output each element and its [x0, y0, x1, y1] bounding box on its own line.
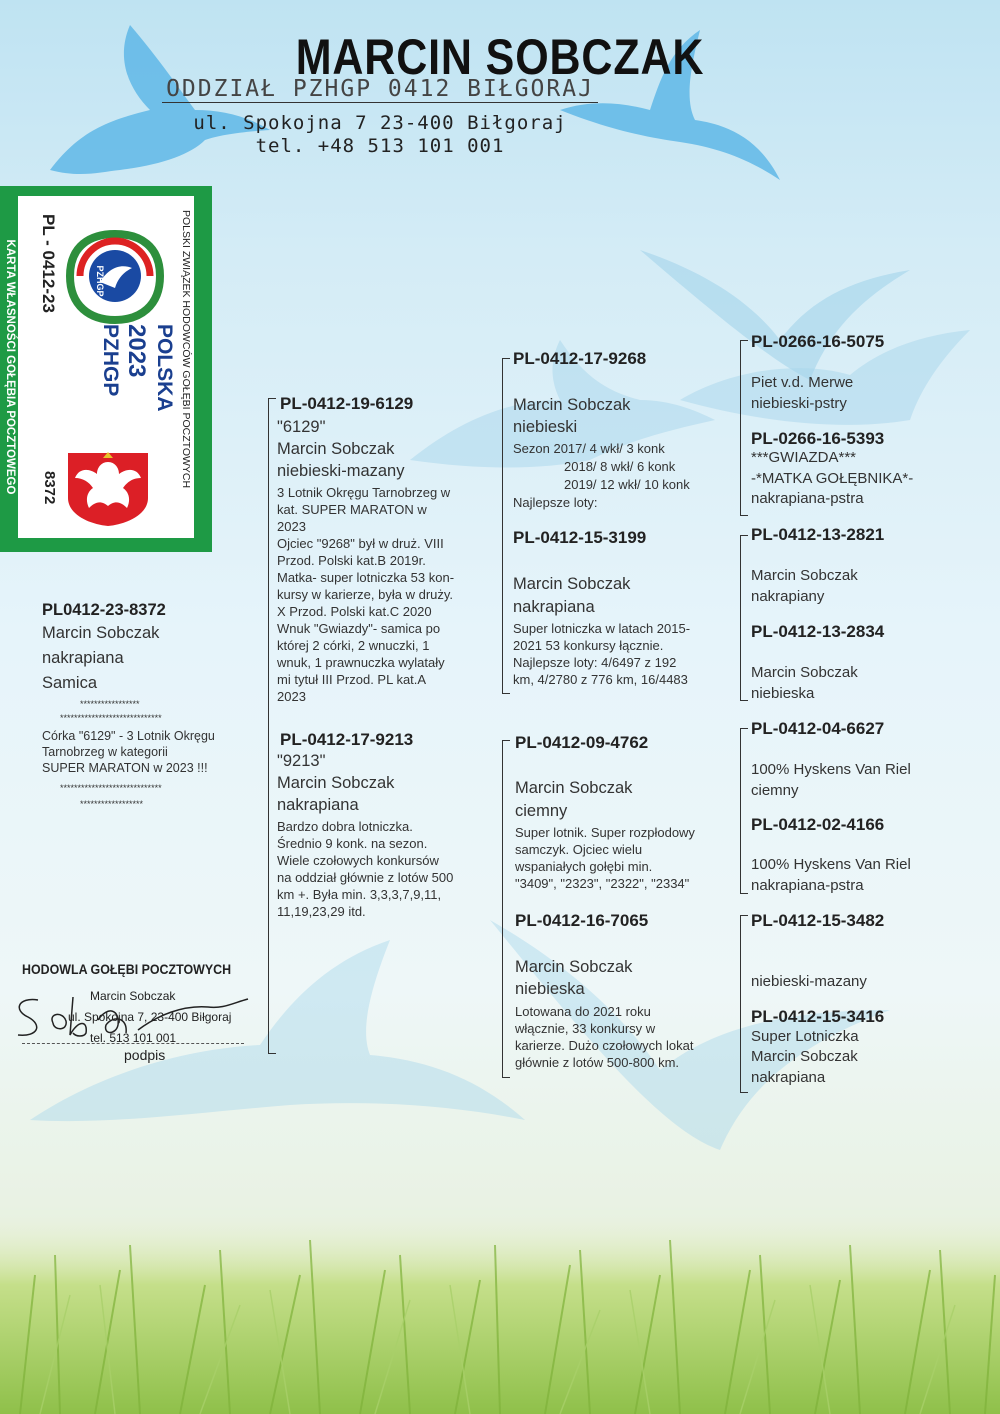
card-title: KARTA WŁASNOŚCI GOŁĘBIA POCZTOWEGO [4, 239, 16, 495]
father-note-line: Ojciec "9268" był w druż. VIII [277, 536, 444, 551]
subject-desc: Córka "6129" - 3 Lotnik Okręgu [42, 729, 215, 743]
card-country: POLSKA [153, 324, 176, 412]
fm-note-line: 2021 53 konkursy łącznie. [513, 638, 664, 653]
father-notes [277, 484, 454, 705]
mm-note-line: głównie z lotów 500-800 km. [515, 1055, 680, 1070]
g4-ring: PL-0412-13-2834 [751, 622, 885, 641]
stamp-line: ul. Spokojna 7, 23-400 Biłgoraj [68, 1010, 232, 1024]
bracket-tick [740, 1092, 748, 1093]
subject-desc: SUPER MARATON w 2023 !!! [42, 761, 208, 775]
g1-line: niebieski-pstry [751, 395, 847, 412]
address: ul. Spokojna 7 23-400 Biłgoraj [193, 112, 567, 134]
mf-notes [515, 824, 695, 892]
mother-notes [277, 818, 453, 920]
father-color: niebieski-mazany [277, 462, 405, 480]
bracket-tick [502, 358, 510, 359]
bracket-tick [740, 893, 748, 894]
logo-text: PZHGP [95, 265, 105, 297]
g2-line: nakrapiana-pstra [751, 490, 864, 507]
subject-ring: PL0412-23-8372 [42, 601, 166, 619]
ff-note: Najlepsze loty: [513, 495, 598, 510]
mf-owner: Marcin Sobczak [515, 779, 633, 797]
g6-line: 100% Hyskens Van Riel [751, 856, 911, 873]
father-note-line: 3 Lotnik Okręgu Tarnobrzeg w [277, 485, 451, 500]
bracket-gen2-mother [502, 740, 503, 1077]
bracket-tick [268, 398, 276, 399]
ff-owner: Marcin Sobczak [513, 396, 631, 414]
stamp-line: HODOWLA GOŁĘBI POCZTOWYCH [22, 962, 232, 977]
ff-note: 2018/ 8 wkł/ 6 konk [564, 459, 676, 474]
mother-note-line: Wiele czołowych konkursów [277, 853, 439, 868]
mf-note-line: wspaniałych gołębi min. [515, 859, 653, 874]
g6-line: nakrapiana-pstra [751, 877, 864, 894]
card-org: POLSKI ZWIĄZEK HODOWCÓW GOŁĘBI POCZTOWYCH [180, 210, 192, 489]
father-note-line: kursy w karierze, była w druży. [277, 587, 454, 602]
fm-color: nakrapiana [513, 598, 595, 616]
subject-sex: Samica [42, 674, 98, 692]
father-note-line: Wnuk "Gwiazdy"- samica po [277, 621, 441, 636]
subject-stars: ****************** [80, 799, 144, 809]
fm-notes [513, 620, 690, 688]
g8-line: nakrapiana [751, 1069, 826, 1086]
mother-owner: Marcin Sobczak [277, 774, 395, 792]
bracket-gen3 [740, 728, 741, 893]
subject-owner: Marcin Sobczak [42, 624, 160, 642]
branch-title: ODDZIAŁ PZHGP 0412 BIŁGORAJ [0, 76, 760, 102]
mf-note-line: samczyk. Ojciec wielu [515, 842, 643, 857]
bracket-gen3 [740, 340, 741, 515]
g4-line: Marcin Sobczak [751, 664, 858, 681]
bracket-tick [740, 340, 748, 341]
mother-color: nakrapiana [277, 796, 359, 814]
father-owner: Marcin Sobczak [277, 440, 395, 458]
mm-note-line: włącznie, 33 konkursy w [515, 1021, 656, 1036]
stamp-line: Marcin Sobczak [90, 989, 176, 1003]
g7-line: niebieski-mazany [751, 973, 867, 990]
fm-note-line: km, 4/2780 z 776 km, 16/4483 [513, 672, 688, 687]
stamp-line: tel. 513 101 001 [90, 1031, 177, 1045]
g4-line: niebieska [751, 685, 815, 702]
g1-line: Piet v.d. Merwe [751, 374, 854, 391]
g5-line: 100% Hyskens Van Riel [751, 761, 911, 778]
bracket-tick [502, 1077, 510, 1078]
g6-ring: PL-0412-02-4166 [751, 815, 885, 834]
g8-ring: PL-0412-15-3416 [751, 1007, 885, 1026]
mf-note-line: "3409", "2323", "2322", "2334" [515, 876, 690, 891]
bracket-tick [502, 693, 510, 694]
fm-note-line: Super lotniczka w latach 2015- [513, 621, 691, 636]
bracket-gen3 [740, 915, 741, 1092]
g5-line: ciemny [751, 782, 799, 799]
bracket-tick [740, 535, 748, 536]
mm-owner: Marcin Sobczak [515, 958, 633, 976]
card-inner [18, 196, 194, 538]
g8-line: Marcin Sobczak [751, 1048, 858, 1065]
g2-line: -*MATKA GOŁĘBNIKA*- [751, 470, 914, 487]
g2-line: ***GWIAZDA*** [751, 449, 857, 466]
father-note-line: wnuk, 1 prawnuczka wylatały [277, 655, 445, 670]
breeder-name: MARCIN SOBCZAK [295, 29, 705, 85]
g5-ring: PL-0412-04-6627 [751, 719, 885, 738]
phone: tel. +48 513 101 001 [255, 135, 505, 157]
father-note-line: 2023 [277, 519, 306, 534]
bracket-tick [740, 915, 748, 916]
father-nick: "6129" [277, 418, 326, 436]
father-note-line: kat. SUPER MARATON w [277, 502, 427, 517]
mother-note-line: 11,19,23,29 itd. [277, 904, 366, 919]
card-ring-number: 8372 [41, 471, 58, 505]
subject-stars: ***************************** [60, 713, 162, 723]
ff-ring: PL-0412-17-9268 [513, 349, 647, 368]
ownership-card [0, 186, 212, 552]
mother-nick: "9213" [277, 752, 326, 770]
mf-color: ciemny [515, 802, 568, 820]
subject-stars: ***************** [80, 699, 140, 709]
g3-ring: PL-0412-13-2821 [751, 525, 885, 544]
mother-note-line: km +. Była min. 3,3,3,7,9,11, [277, 887, 442, 902]
bracket-gen1 [268, 398, 269, 1053]
g3-line: Marcin Sobczak [751, 567, 858, 584]
father-note-line: Matka- super lotniczka 53 kon- [277, 570, 455, 585]
bracket-tick [740, 700, 748, 701]
mm-note-line: Lotowana do 2021 roku [515, 1004, 651, 1019]
bracket-tick [740, 515, 748, 516]
subject-desc: Tarnobrzeg w kategorii [42, 745, 168, 759]
bracket-gen3 [740, 535, 741, 700]
g8-line: Super Lotniczka [751, 1028, 859, 1045]
mother-ring: PL-0412-17-9213 [280, 730, 414, 749]
grass-image [0, 1215, 1000, 1414]
mf-ring: PL-0412-09-4762 [515, 733, 649, 752]
fm-ring: PL-0412-15-3199 [513, 528, 647, 547]
mm-note-line: karierze. Dużo czołowych lokat [515, 1038, 694, 1053]
card-ring-prefix: PL - 0412-23 [39, 214, 58, 313]
bracket-tick [740, 728, 748, 729]
ff-color: niebieski [513, 418, 578, 436]
mf-note-line: Super lotnik. Super rozpłodowy [515, 825, 695, 840]
subject-color: nakrapiana [42, 649, 124, 667]
father-note-line: X Przod. Polski kat.C 2020 [277, 604, 432, 619]
mother-note-line: na oddział głównie z lotów 500 [277, 870, 454, 885]
father-note-line: której 2 córki, 2 wnuczki, 1 [277, 638, 430, 653]
bracket-tick [268, 1053, 276, 1054]
g1-ring: PL-0266-16-5075 [751, 332, 885, 351]
mm-color: niebieska [515, 980, 585, 998]
father-note-line: Przod. Polski kat.B 2019r. [277, 553, 426, 568]
father-note-line: 2023 [277, 689, 306, 704]
pzhgp-logo-icon [60, 226, 170, 326]
bracket-gen2-father [502, 358, 503, 693]
mother-note-line: Średnio 9 konk. na sezon. [277, 836, 428, 851]
signature-icon [8, 985, 258, 1045]
g7-ring: PL-0412-15-3482 [751, 911, 885, 930]
subject-stars: ***************************** [60, 783, 162, 793]
bracket-tick [502, 740, 510, 741]
mm-ring: PL-0412-16-7065 [515, 911, 649, 930]
ff-note: 2019/ 12 wkł/ 10 konk [564, 477, 690, 492]
father-note-line: mi tytuł III Przod. PL kat.A [277, 672, 427, 687]
mother-note-line: Bardzo dobra lotniczka. [277, 819, 413, 834]
card-union: PZHGP [99, 324, 122, 397]
g3-line: nakrapiany [751, 588, 825, 605]
fm-owner: Marcin Sobczak [513, 575, 631, 593]
card-year: 2023 [123, 324, 150, 378]
mm-notes [515, 1003, 693, 1071]
polish-eagle-icon [63, 448, 153, 528]
father-ring: PL-0412-19-6129 [280, 394, 414, 413]
g2-ring: PL-0266-16-5393 [751, 429, 885, 448]
ff-note: Sezon 2017/ 4 wkł/ 3 konk [513, 441, 665, 456]
fm-note-line: Najlepsze loty: 4/6497 z 192 [513, 655, 677, 670]
signature-label: podpis [124, 1047, 166, 1063]
